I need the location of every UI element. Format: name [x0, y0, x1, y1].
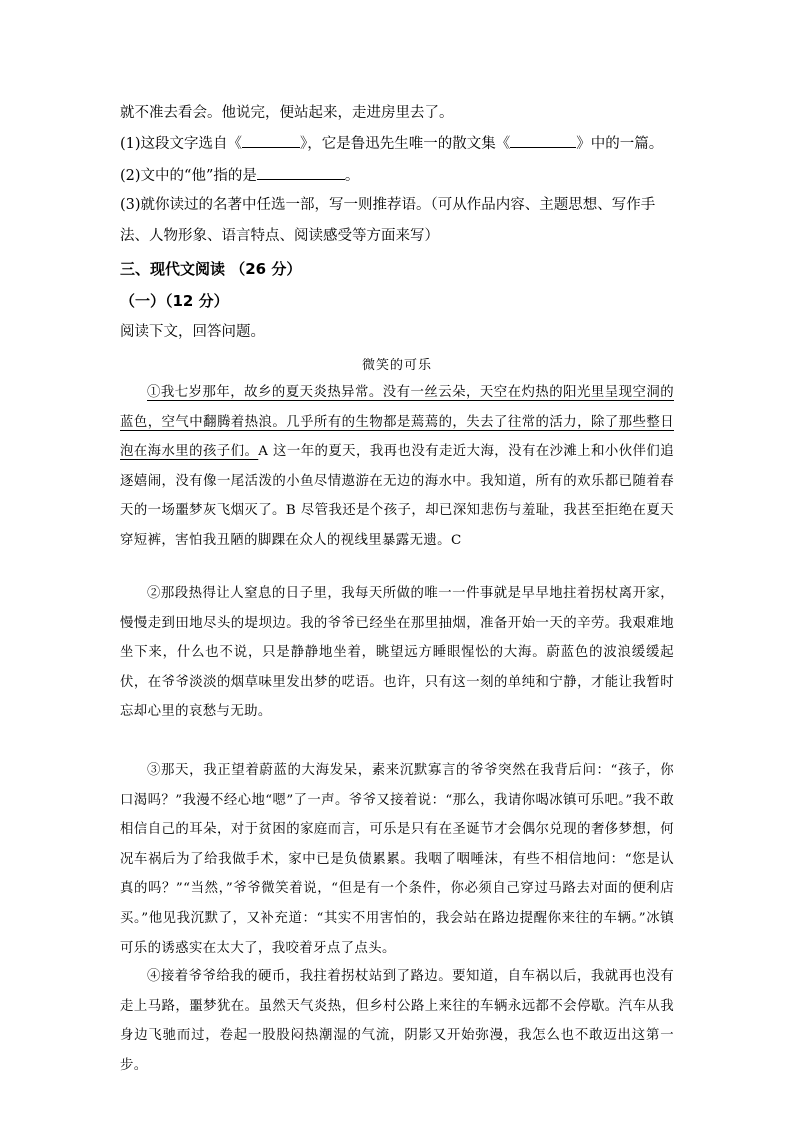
- question-1-suffix: 》中的一篇。: [576, 136, 664, 152]
- paragraph-1-segment-b: B 尽管我还是个孩子，却已深知悲伤与羞耻，我甚至拒绝在夏天穿短裤，害怕我丑陋的脚踝在众人的视线里暴露无遗。C: [120, 503, 674, 548]
- article-paragraph-1: [120, 378, 674, 556]
- reading-instruction: 阅读下文，回答问题。: [120, 324, 265, 340]
- question-1-middle: 》，它是鲁迅先生唯一的散文集《: [300, 136, 511, 152]
- answer-blank-1a[interactable]: [242, 133, 300, 148]
- subsection-heading: （一）（12 分）: [120, 292, 229, 310]
- answer-blank-2[interactable]: [257, 165, 345, 180]
- article-paragraph-4: ④接着爷爷给我的硬币，我拄着拐杖站到了路边。要知道，自车祸以后，我就再也没有走上马路，噩梦犹在。虽然天气炎热，但乡村公路上来往的车辆永远都不会停歇。汽车从我身边飞驰而过，卷起一股股闷热潮湿的气流，阴影又开始弥漫，我怎么也不敢迈出这第一步。: [120, 969, 674, 1073]
- passage-ending-line: 就不准去看会。他说完，便站起来，走进房里去了。: [120, 105, 454, 121]
- question-1-prefix: (1)这段文字选自《: [120, 136, 243, 152]
- article-title: 微笑的可乐: [361, 358, 432, 373]
- question-2: [120, 165, 359, 186]
- section-heading: 三、现代文阅读 （26 分）: [120, 260, 302, 278]
- article-paragraph-2: ②那段热得让人窒息的日子里，我每天所做的唯一一件事就是早早地拄着拐杖离开家，慢慢走到田地尽头的堤坝边。我的爷爷已经坐在那里抽烟，准备开始一天的辛劳。我艰难地坐下来，什么也不说，只是静静地坐着，眺望远方睡眼惺忪的大海。蔚蓝色的波浪缓缓起伏，在爷爷淡淡的烟草味里发出梦的呓语。也许，只有这一刻的单纯和宁静，才能让我暂时忘却心里的哀愁与无助。: [120, 586, 674, 720]
- paragraph-1-segment-a: A 这一年的夏天，我再也没有走近大海，没有在沙滩上和小伙伴们追逐嬉闹，没有像一尾活泼的小鱼尽情遨游在无边的海水中。我知道，所有的欢乐都已随着春天的一场噩梦灰飞烟灭了。: [120, 444, 675, 519]
- question-2-prefix: (2)文中的“他”指的是: [120, 168, 257, 184]
- question-3: (3)就你读过的名著中任选一部，写一则推荐语。（可从作品内容、主题思想、写作手法、人物形象、语言特点、阅读感受等方面来写）: [120, 197, 656, 244]
- article-paragraph-3: ③那天，我正望着蔚蓝的大海发呆，素来沉默寡言的爷爷突然在我背后问：“孩子，你口渴吗？”我漫不经心地“嗯”了一声。爷爷又接着说：“那么，我请你喝冰镇可乐吧。”我不敢相信自己的耳朵，对于贫困的家庭而言，可乐是只有在圣诞节才会偶尔兑现的奢侈梦想，何况车祸后为了给我做手术，家中已是负债累累。我咽了咽唾沫，有些不相信地问：“您是认真的吗？”“当然，”爷爷微笑着说，“但是有一个条件，你必须自己穿过马路去对面的便利店买。”他见我沉默了，又补充道：“其实不用害怕的，我会站在路边提醒你来往的车辆。”冰镇可乐的诱惑实在太大了，我咬着牙点了点头。: [120, 763, 674, 956]
- question-1: [120, 133, 663, 154]
- underlined-sentence: ①我七岁那年，故乡的夏天炎热异常。没有一丝云朵，天空在灼热的阳光里呈现空洞的蓝色，空气中翻腾着热浪。几乎所有的生物都是蔫蔫的，失去了往常的活力，除了那些整日泡在海水里的孩子们。: [120, 385, 674, 460]
- answer-blank-1b[interactable]: [510, 133, 576, 148]
- question-2-suffix: 。: [344, 168, 360, 184]
